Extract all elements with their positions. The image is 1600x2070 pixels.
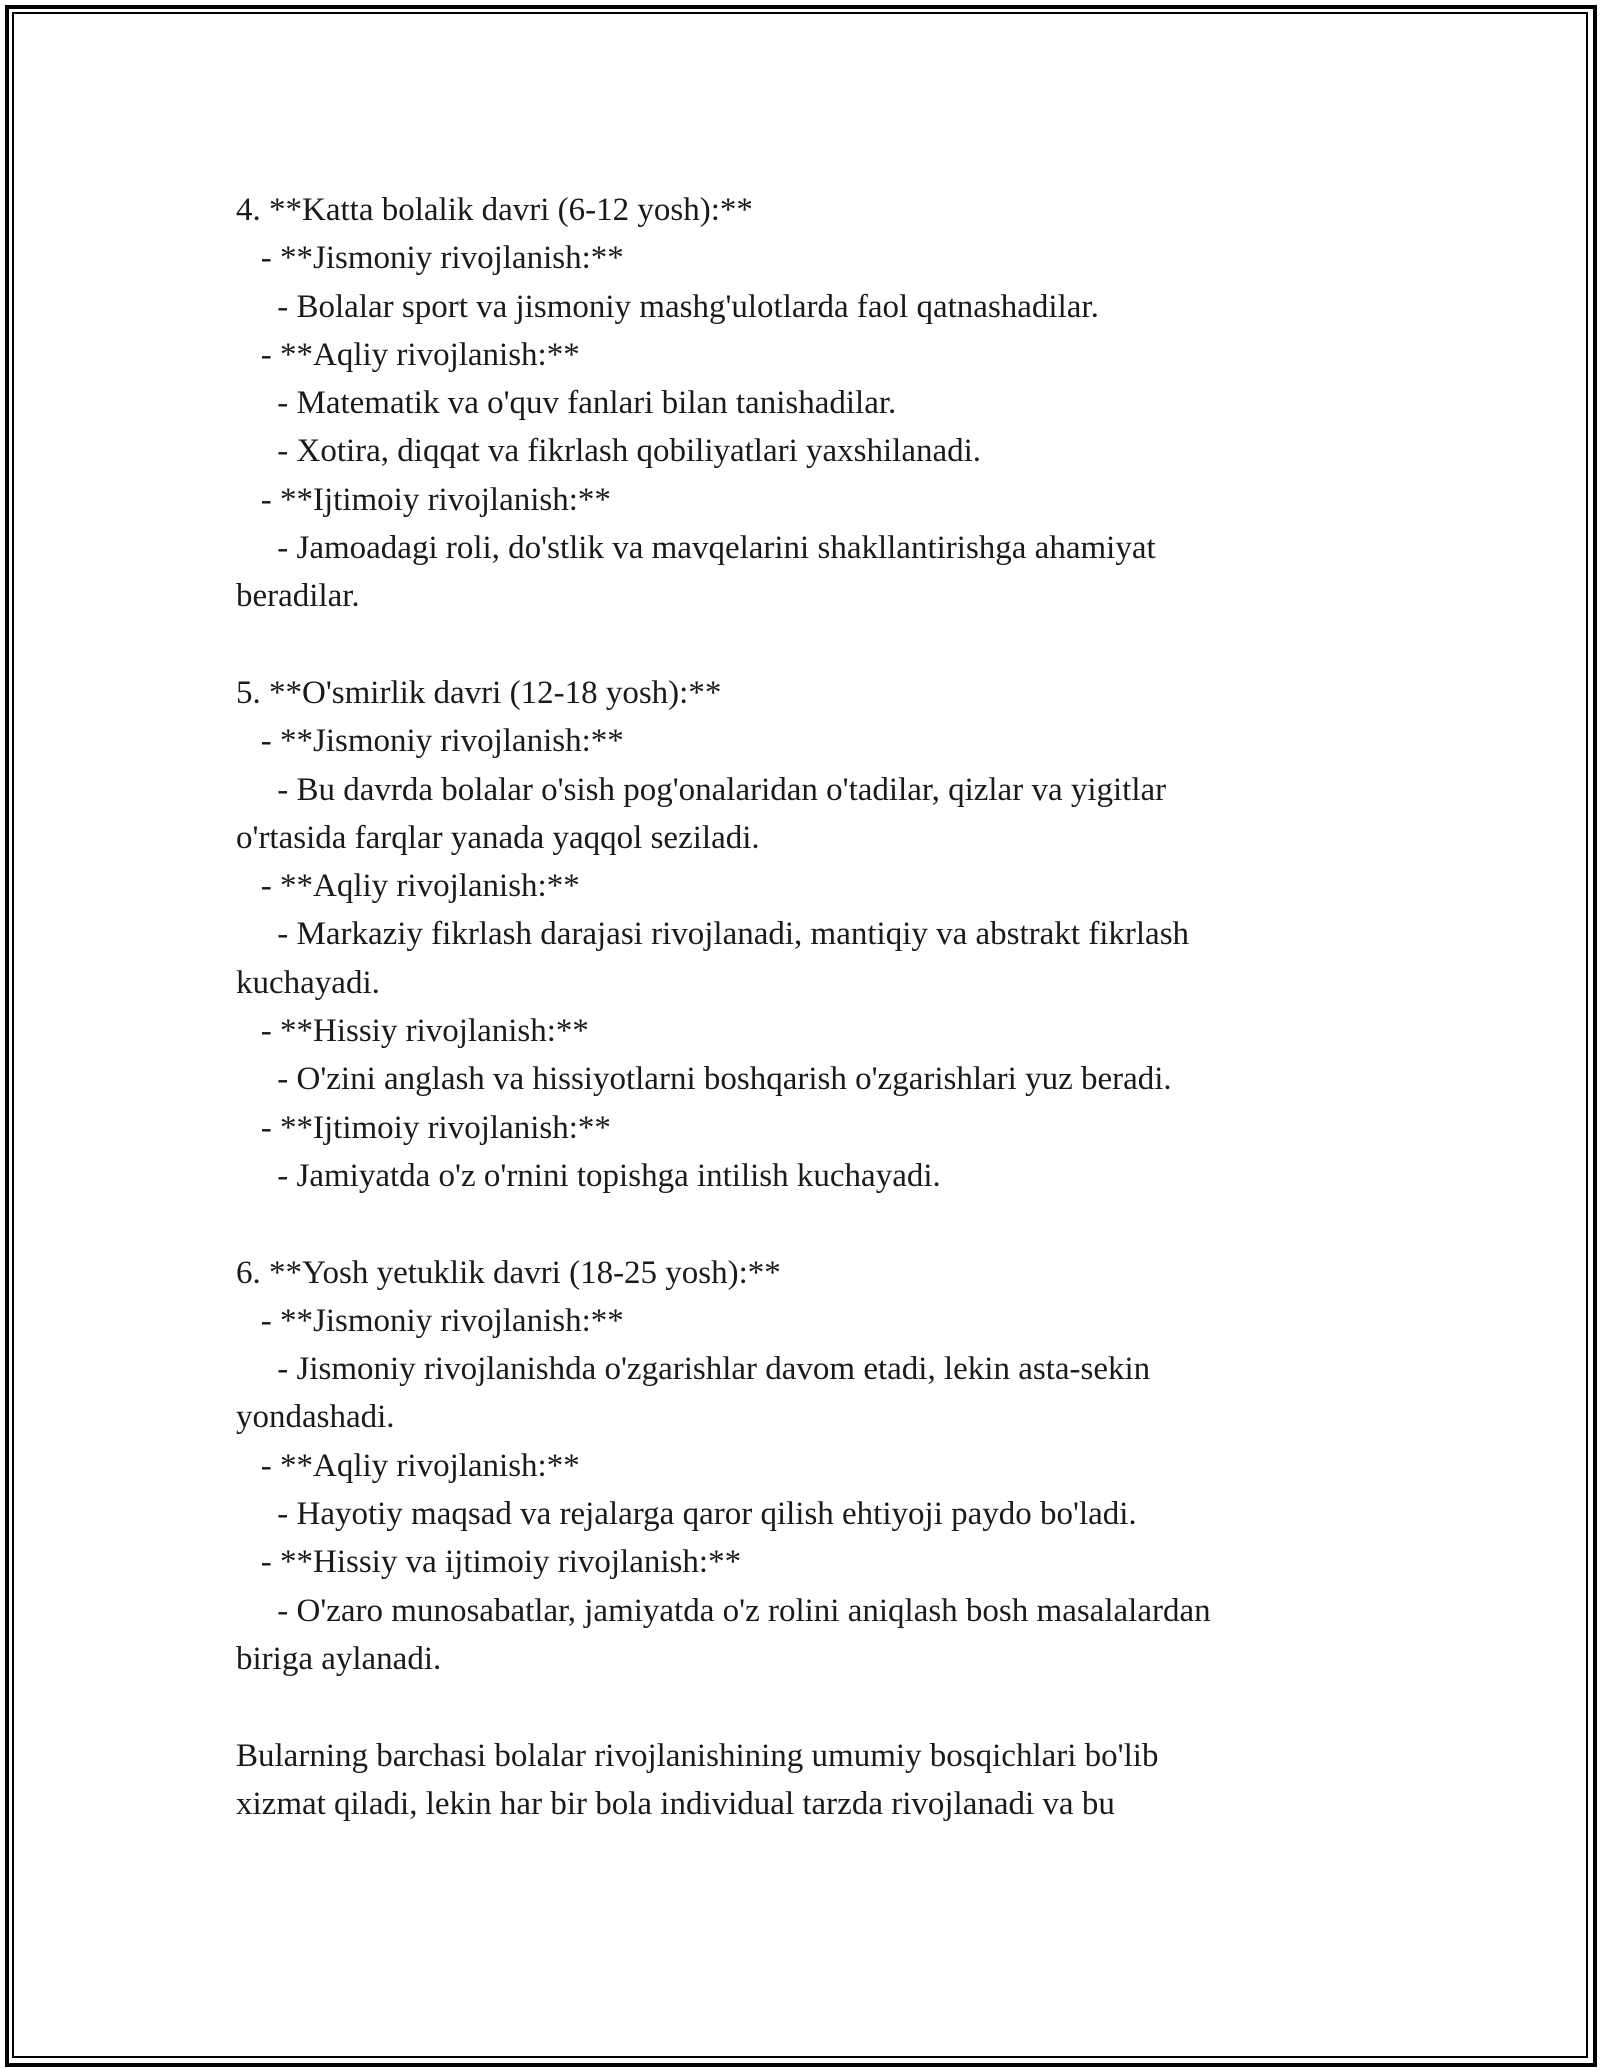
text-line: - Bolalar sport va jismoniy mashg'ulotlarda faol qatnashadilar. (236, 288, 1099, 325)
text-line: - **Jismoniy rivojlanish:** (236, 1302, 624, 1339)
text-line: - Jismoniy rivojlanishda o'zgarishlar davom etadi, lekin asta-sekin (236, 1351, 1151, 1388)
paragraph-spacer (236, 1683, 1366, 1731)
conclusion-line: xizmat qiladi, lekin har bir bola individual tarzda rivojlanadi va bu (236, 1785, 1115, 1822)
text-line: - Matematik va o'quv fanlari bilan tanishadilar. (236, 385, 897, 422)
text-line: - **Aqliy rivojlanish:** (236, 868, 580, 905)
text-line: - **Jismoniy rivojlanish:** (236, 240, 624, 277)
paragraph-spacer (236, 621, 1366, 669)
text-line: - Jamoadagi roli, do'stlik va mavqelarini shakllantirishga ahamiyat (236, 530, 1156, 567)
text-line: - Hayotiy maqsad va rejalarga qaror qilish ehtiyoji paydo bo'ladi. (236, 1496, 1137, 1533)
text-line: - **Aqliy rivojlanish:** (236, 1447, 580, 1484)
text-line: - **Ijtimoiy rivojlanish:** (236, 1109, 611, 1146)
text-line: - Xotira, diqqat va fikrlash qobiliyatlari yaxshilanadi. (236, 433, 982, 470)
text-line: - **Ijtimoiy rivojlanish:** (236, 481, 611, 518)
text-line: o'rtasida farqlar yanada yaqqol seziladi. (236, 819, 760, 856)
document-body (236, 186, 1366, 1828)
text-line: - O'zini anglash va hissiyotlarni boshqarish o'zgarishlari yuz beradi. (236, 1061, 1172, 1098)
text-line: - Markaziy fikrlash darajasi rivojlanadi, mantiqiy va abstrakt fikrlash (236, 916, 1190, 953)
text-line: - O'zaro munosabatlar, jamiyatda o'z rolini aniqlash bosh masalalardan (236, 1592, 1211, 1629)
text-line: - Jamiyatda o'z o'rnini topishga intilish kuchayadi. (236, 1157, 941, 1194)
text-line: yondashadi. (236, 1399, 395, 1436)
section-6-heading: 6. **Yosh yetuklik davri (18-25 yosh):** (236, 1254, 781, 1291)
paragraph-spacer (236, 1200, 1366, 1248)
text-line: - **Hissiy rivojlanish:** (236, 1013, 589, 1050)
text-line: - **Aqliy rivojlanish:** (236, 336, 580, 373)
text-line: - Bu davrda bolalar o'sish pog'onalaridan o'tadilar, qizlar va yigitlar (236, 771, 1167, 808)
text-line: beradilar. (236, 578, 360, 615)
conclusion-line: Bularning barchasi bolalar rivojlanishining umumiy bosqichlari bo'lib (236, 1737, 1159, 1774)
text-line: - **Jismoniy rivojlanish:** (236, 723, 624, 760)
text-line: kuchayadi. (236, 964, 380, 1001)
section-5-heading: 5. **O'smirlik davri (12-18 yosh):** (236, 674, 722, 711)
section-4-heading: 4. **Katta bolalik davri (6-12 yosh):** (236, 192, 753, 228)
text-line: biriga aylanadi. (236, 1640, 442, 1677)
text-line: - **Hissiy va ijtimoiy rivojlanish:** (236, 1544, 742, 1581)
